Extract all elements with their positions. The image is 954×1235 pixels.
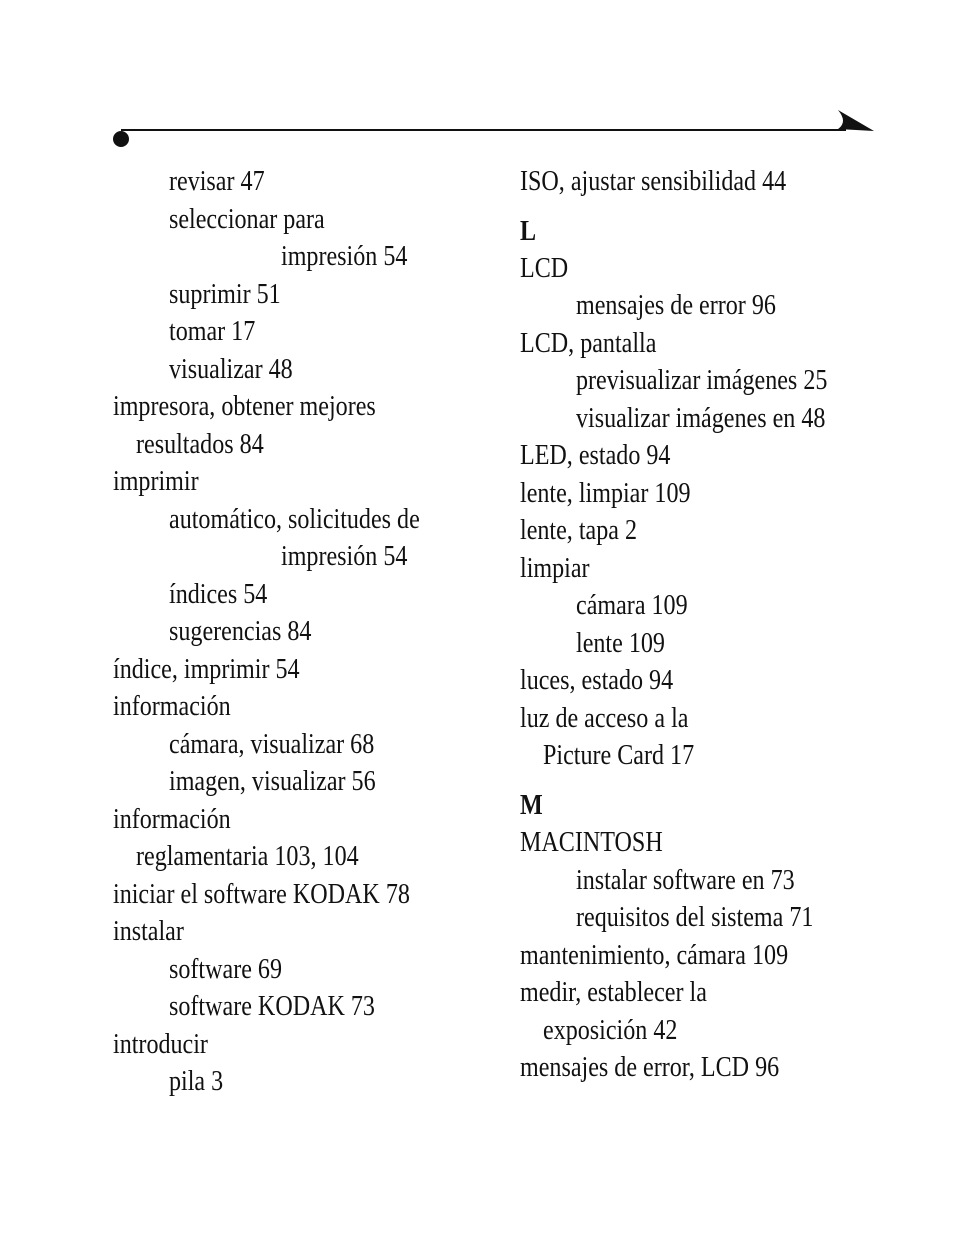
index-entry: suprimir 51	[169, 278, 281, 310]
index-entry: impresión 54	[281, 541, 408, 572]
index-entry: MACINTOSH	[520, 827, 663, 858]
index-entry: información	[113, 803, 231, 835]
index-entry: exposición 42	[543, 1015, 678, 1046]
index-entry: Picture Card 17	[543, 740, 695, 771]
index-entry: lente, tapa 2	[520, 515, 638, 546]
index-entry: automático, solicitudes de	[169, 503, 420, 535]
index-entry: visualizar imágenes en 48	[576, 403, 826, 434]
index-entry: software KODAK 73	[169, 991, 375, 1022]
index-letter-heading: L	[520, 216, 537, 247]
index-entry: imagen, visualizar 56	[169, 766, 376, 797]
index-entry: información	[113, 691, 231, 722]
index-entry: mensajes de error, LCD 96	[520, 1052, 780, 1083]
header-rule-line	[121, 129, 846, 131]
index-letter-heading: M	[520, 790, 543, 821]
index-entry: lente, limpiar 109	[520, 478, 691, 509]
index-entry: introducir	[113, 1028, 208, 1060]
index-entry: impresión 54	[281, 241, 408, 272]
index-entry: revisar 47	[169, 166, 265, 197]
index-entry: impresora, obtener mejores	[113, 391, 376, 422]
header-rule-dot	[113, 131, 129, 147]
index-entry: luces, estado 94	[520, 665, 674, 696]
index-entry: instalar software en 73	[576, 865, 795, 896]
index-entry: imprimir	[113, 466, 199, 497]
index-entry: medir, establecer la	[520, 977, 707, 1008]
index-entry: lente 109	[576, 628, 665, 659]
index-entry: sugerencias 84	[169, 616, 312, 647]
index-entry: software 69	[169, 953, 283, 985]
index-entry: LED, estado 94	[520, 440, 671, 471]
index-entry: resultados 84	[136, 428, 264, 460]
index-entry: LCD	[520, 253, 569, 284]
index-entry: reglamentaria 103, 104	[136, 841, 359, 872]
index-entry: iniciar el software KODAK 78	[113, 878, 410, 910]
index-entry: mensajes de error 96	[576, 290, 776, 321]
index-entry: requisitos del sistema 71	[576, 902, 814, 933]
index-entry: cámara, visualizar 68	[169, 728, 375, 760]
index-entry: índices 54	[169, 578, 268, 610]
index-entry: LCD, pantalla	[520, 328, 657, 359]
index-entry: luz de acceso a la	[520, 703, 689, 734]
index-entry: mantenimiento, cámara 109	[520, 940, 789, 971]
index-entry: tomar 17	[169, 316, 256, 347]
index-entry: previsualizar imágenes 25	[576, 365, 828, 396]
index-entry: índice, imprimir 54	[113, 653, 300, 685]
header-arrow-icon	[836, 108, 876, 134]
index-entry: instalar	[113, 916, 184, 947]
index-entry: visualizar 48	[169, 353, 293, 385]
index-entry: seleccionar para	[169, 203, 325, 235]
index-entry: cámara 109	[576, 590, 688, 621]
index-entry: pila 3	[169, 1066, 224, 1097]
index-entry: ISO, ajustar sensibilidad 44	[520, 166, 787, 197]
index-entry: limpiar	[520, 553, 590, 584]
